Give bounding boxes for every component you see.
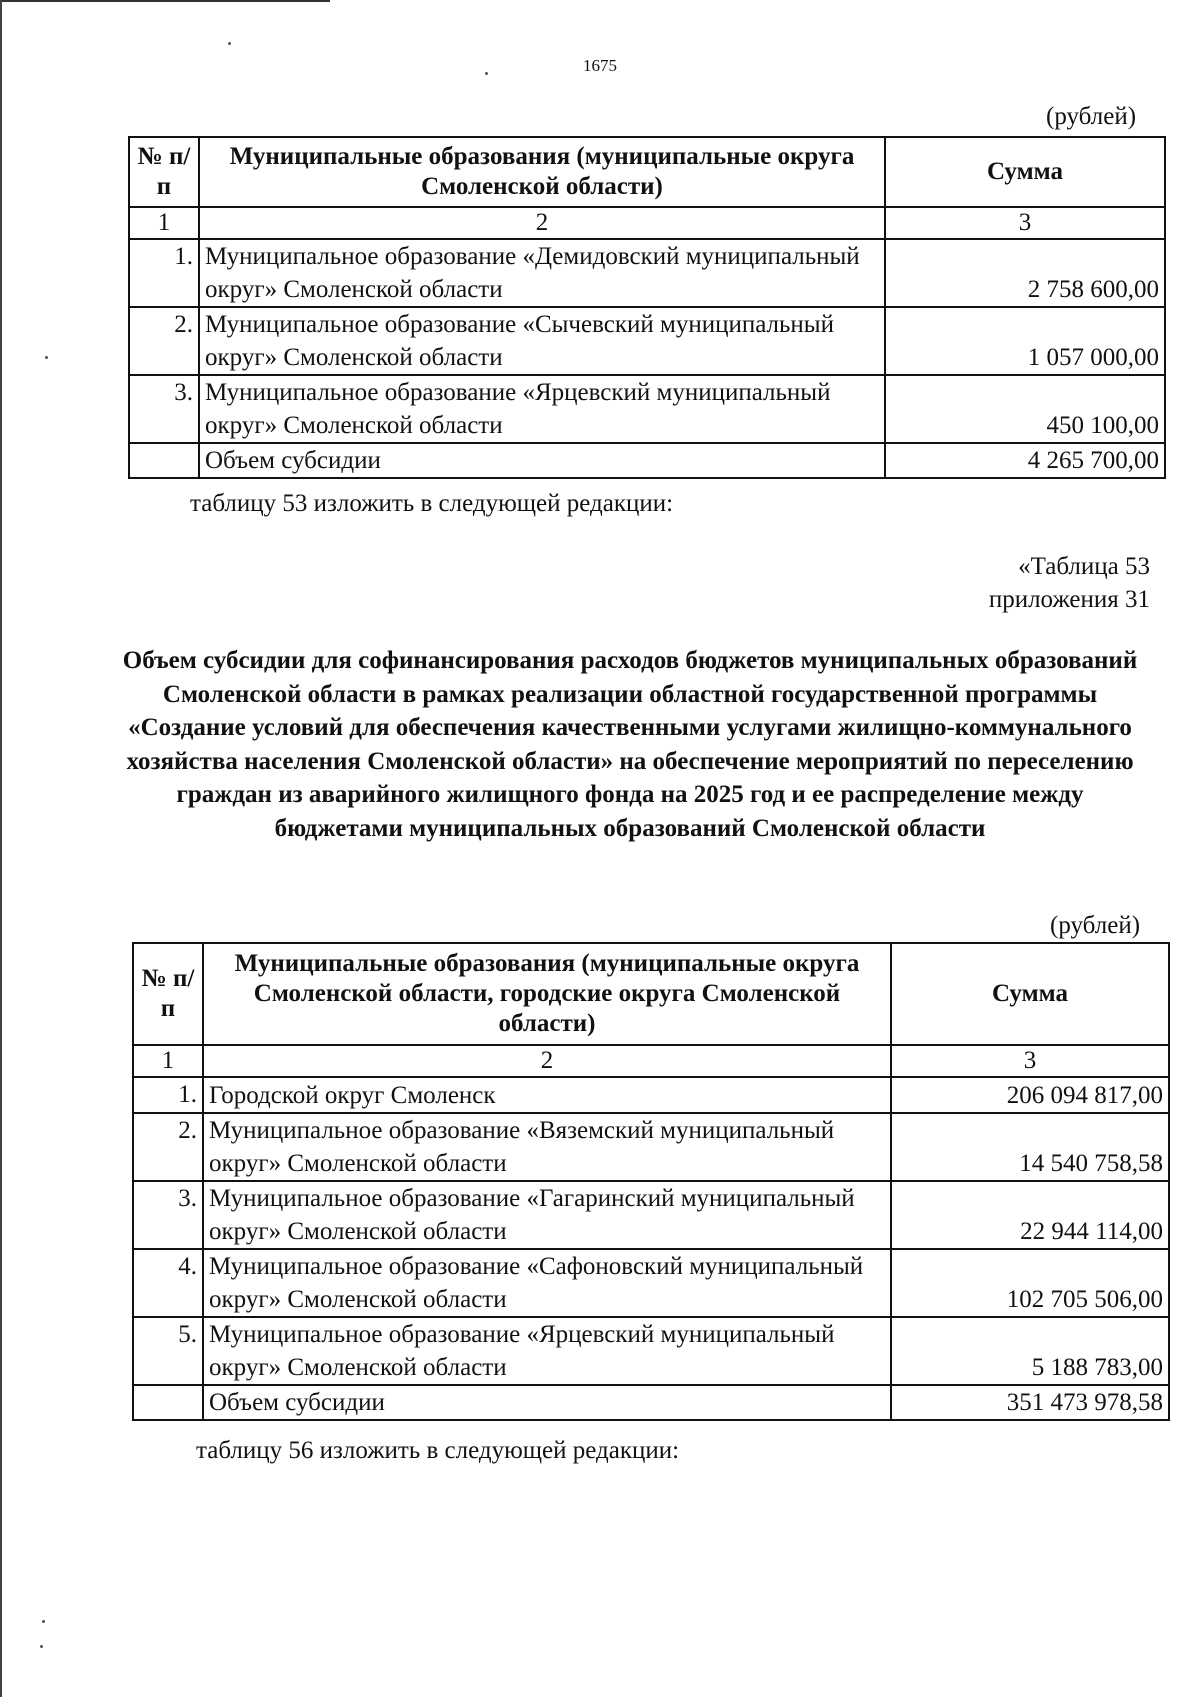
page-number: 1675 bbox=[583, 56, 617, 75]
table-row bbox=[129, 375, 1165, 443]
row-number: 5. bbox=[133, 1317, 203, 1385]
table-row bbox=[133, 1317, 1169, 1385]
total-sum: 4 265 700,00 bbox=[885, 443, 1165, 478]
row-number: 1. bbox=[133, 1077, 203, 1113]
total-empty-cell bbox=[133, 1385, 203, 1420]
scan-edge-left bbox=[0, 0, 2, 1697]
table2-header-num: № п/п bbox=[133, 943, 203, 1045]
table1-header-row bbox=[129, 137, 1165, 207]
table2-index-cell: 2 bbox=[203, 1045, 891, 1077]
table-row bbox=[133, 1113, 1169, 1181]
municipality-name: Муниципальное образование «Демидовский муниципальный округ» Смоленской области bbox=[199, 239, 885, 307]
municipality-name: Городской округ Смоленск bbox=[203, 1077, 891, 1113]
table2 bbox=[132, 942, 1170, 1421]
table1-index-cell: 2 bbox=[199, 207, 885, 239]
instruction-paragraph: таблицу 56 изложить в следующей редакции: bbox=[196, 1437, 680, 1464]
row-number: 1. bbox=[129, 239, 199, 307]
total-empty-cell bbox=[129, 443, 199, 478]
municipality-name: Муниципальное образование «Сычевский муниципальный округ» Смоленской области bbox=[199, 307, 885, 375]
table-row bbox=[133, 1077, 1169, 1113]
table1-index-row bbox=[129, 207, 1165, 239]
row-sum: 2 758 600,00 bbox=[885, 239, 1165, 307]
table2-header-name: Муниципальные образования (муниципальные округа Смоленской области, городские округа Смоленской области) bbox=[203, 943, 891, 1045]
document-title: Объем субсидии для софинансирования расходов бюджетов муниципальных образований Смоленской области в рамках реализации областной государственной программы «Создание условий для обеспечения качественными услугами жилищно-коммунального хозяйства населения Смоленской области» на обеспечение мероприятий по переселению граждан из аварийного жилищного фонда на 2025 год и ее распределение между бюджетами муниципальных образований Смоленской области bbox=[122, 647, 1138, 842]
municipality-name: Муниципальное образование «Вяземский муниципальный округ» Смоленской области bbox=[203, 1113, 891, 1181]
table-row bbox=[129, 307, 1165, 375]
table2-total-row bbox=[133, 1385, 1169, 1420]
scan-speck bbox=[42, 1620, 45, 1623]
table-row bbox=[129, 239, 1165, 307]
table1-header-sum: Сумма bbox=[885, 137, 1165, 207]
table1-index-cell: 1 bbox=[129, 207, 199, 239]
total-label: Объем субсидии bbox=[203, 1385, 891, 1420]
row-number: 4. bbox=[133, 1249, 203, 1317]
municipality-name: Муниципальное образование «Ярцевский муниципальный округ» Смоленской области bbox=[199, 375, 885, 443]
table1-header-name: Муниципальные образования (муниципальные округа Смоленской области) bbox=[199, 137, 885, 207]
table1-header-num: № п/п bbox=[129, 137, 199, 207]
row-number: 3. bbox=[133, 1181, 203, 1249]
table1-index-cell: 3 bbox=[885, 207, 1165, 239]
scan-edge-top bbox=[0, 0, 330, 2]
scan-speck bbox=[45, 356, 48, 359]
table2-unit: (рублей) bbox=[1050, 912, 1141, 939]
table-row bbox=[133, 1181, 1169, 1249]
total-sum: 351 473 978,58 bbox=[891, 1385, 1169, 1420]
row-sum: 1 057 000,00 bbox=[885, 307, 1165, 375]
table-caption bbox=[989, 550, 1150, 616]
caption-line: приложения 31 bbox=[988, 586, 1150, 613]
row-sum: 22 944 114,00 bbox=[891, 1181, 1169, 1249]
row-sum: 14 540 758,58 bbox=[891, 1113, 1169, 1181]
row-sum: 206 094 817,00 bbox=[891, 1077, 1169, 1113]
table1-unit: (рублей) bbox=[1046, 103, 1137, 130]
row-sum: 102 705 506,00 bbox=[891, 1249, 1169, 1317]
caption-line: «Таблица 53 bbox=[1018, 553, 1150, 580]
municipality-name: Муниципальное образование «Сафоновский муниципальный округ» Смоленской области bbox=[203, 1249, 891, 1317]
scan-speck bbox=[40, 1645, 43, 1648]
table2-header-sum: Сумма bbox=[891, 943, 1169, 1045]
total-label: Объем субсидии bbox=[199, 443, 885, 478]
table2-header-row bbox=[133, 943, 1169, 1045]
scan-speck bbox=[228, 42, 231, 45]
row-sum: 450 100,00 bbox=[885, 375, 1165, 443]
row-number: 3. bbox=[129, 375, 199, 443]
table1-total-row bbox=[129, 443, 1165, 478]
table2-index-row bbox=[133, 1045, 1169, 1077]
table-row bbox=[133, 1249, 1169, 1317]
municipality-name: Муниципальное образование «Гагаринский муниципальный округ» Смоленской области bbox=[203, 1181, 891, 1249]
row-sum: 5 188 783,00 bbox=[891, 1317, 1169, 1385]
table2-index-cell: 1 bbox=[133, 1045, 203, 1077]
instruction-paragraph: таблицу 53 изложить в следующей редакции: bbox=[190, 490, 674, 517]
municipality-name: Муниципальное образование «Ярцевский муниципальный округ» Смоленской области bbox=[203, 1317, 891, 1385]
scan-speck bbox=[485, 72, 488, 75]
row-number: 2. bbox=[133, 1113, 203, 1181]
table2-index-cell: 3 bbox=[891, 1045, 1169, 1077]
row-number: 2. bbox=[129, 307, 199, 375]
table1 bbox=[128, 136, 1166, 479]
